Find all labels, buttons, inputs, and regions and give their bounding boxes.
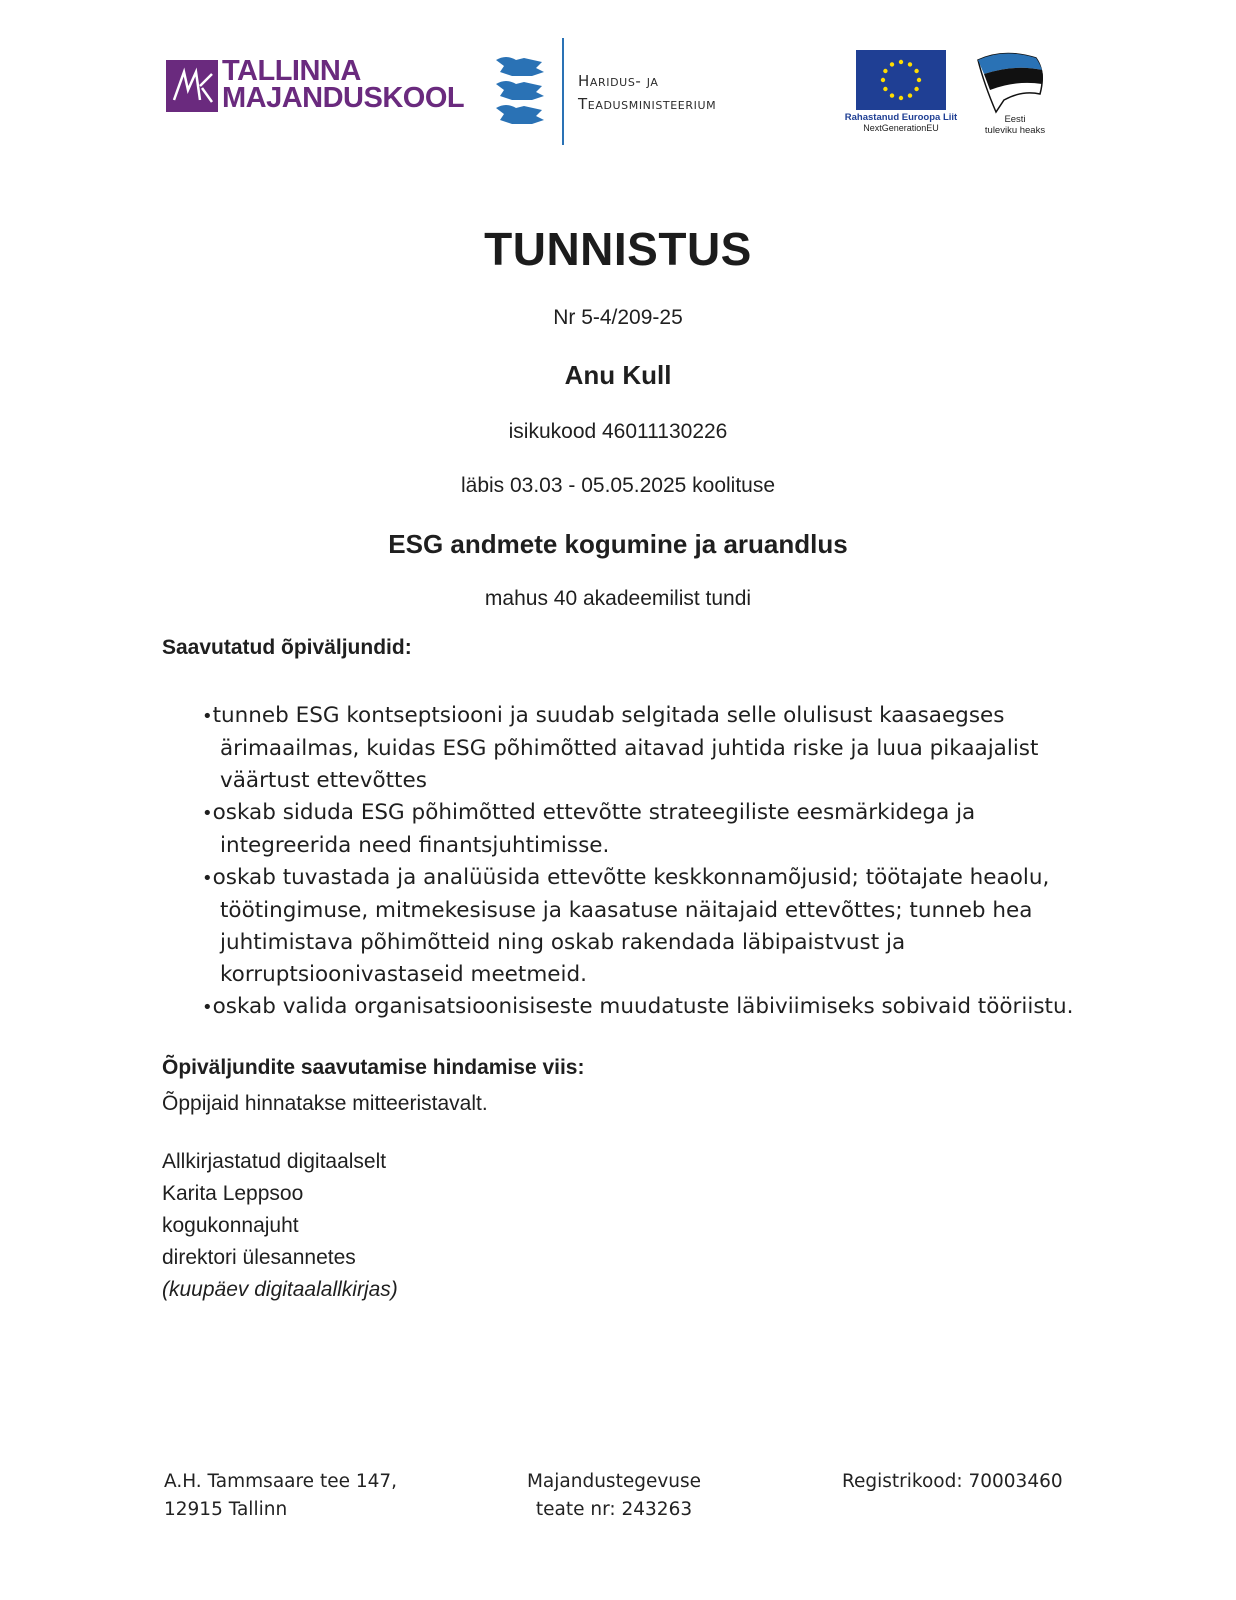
course-volume: mahus 40 akadeemilist tundi	[484, 587, 752, 610]
document-number: Nr 5-4/209-25	[553, 306, 683, 329]
estonia-future-caption	[980, 114, 1050, 136]
header-divider	[562, 38, 564, 145]
school-logo-mark	[166, 60, 218, 112]
footer-license-line2: teate nr: 243263	[535, 1499, 693, 1520]
signer-name: Karita Leppsoo	[162, 1182, 304, 1205]
bullet-icon: •	[202, 706, 213, 727]
signer-role: kogukonnajuht	[162, 1214, 299, 1237]
eu-funding-caption: Rahastanud Euroopa Liit	[844, 112, 958, 123]
school-logo	[166, 55, 466, 116]
signature-block	[162, 1146, 398, 1306]
estonian-flag-icon	[974, 50, 1048, 114]
ee-caption-line1: Eesti	[1004, 114, 1026, 125]
list-item	[194, 797, 1074, 862]
list-item	[194, 991, 1074, 1024]
outcome-text: oskab tuvastada ja analüüsida ettevõtte keskkonnamõjusid; töötajate heaolu, töötingimuse, mitmekesisuse ja kaasatuse näitajaid ettevõttes; tunneb hea juhtimistava põhimõtteid ning oskab rakendada läbipaistvust ja korruptsioonivastaseid meetmeid.	[212, 865, 1050, 987]
signature-line: Allkirjastatud digitaalselt	[162, 1150, 387, 1173]
person-id-code: isikukood 46011130226	[508, 420, 728, 443]
outcome-text: oskab valida organisatsioonisiseste muudatuste läbiviimiseks sobivaid tööriistu.	[212, 994, 1074, 1019]
school-name-line2: MAJANDUSKOOL	[222, 82, 465, 114]
school-name-line1: TALLINNA	[222, 55, 361, 87]
ministry-line1: Haridus- ja	[578, 72, 659, 90]
list-item	[194, 700, 1074, 797]
footer-address-line2: 12915 Tallinn	[164, 1499, 288, 1520]
ministry-name	[578, 70, 716, 116]
bullet-icon: •	[202, 868, 213, 889]
outcome-text: tunneb ESG kontseptsiooni ja suudab selgitada selle olulisust kaasaegses ärimaailmas, kuidas ESG põhimõtted aitavad juhtida riske ja luua pikaajalist väärtust ettevõttes	[212, 703, 1039, 793]
assessment-heading: Õpiväljundite saavutamise hindamise viis:	[162, 1056, 585, 1079]
eu-flag-icon	[856, 50, 946, 110]
footer-registry: Registrikood: 70003460	[842, 1471, 1063, 1492]
outcomes-list	[194, 700, 1074, 1024]
footer-address-line1: A.H. Tammsaare tee 147,	[164, 1471, 398, 1492]
footer-license-line1: Majandustegevuse	[526, 1471, 702, 1492]
list-item	[194, 862, 1074, 991]
document-title: TUNNISTUS	[484, 223, 752, 275]
outcomes-heading: Saavutatud õpiväljundid:	[162, 636, 412, 659]
ministry-line2: Teadusministeerium	[578, 95, 717, 113]
course-name: ESG andmete kogumine ja aruandlus	[388, 529, 848, 559]
bullet-icon: •	[202, 997, 213, 1018]
assessment-text: Õppijaid hinnatakse mitteeristavalt.	[162, 1092, 488, 1115]
eu-program-caption: NextGenerationEU	[863, 123, 939, 133]
outcome-text: oskab siduda ESG põhimõtted ettevõtte strateegiliste eesmärkidega ja integreerida need finantsjuhtimisse.	[212, 800, 976, 858]
footer-license	[514, 1468, 714, 1524]
signer-capacity: direktori ülesannetes	[162, 1246, 356, 1269]
signature-date-note: (kuupäev digitaalallkirjas)	[162, 1278, 398, 1301]
person-name: Anu Kull	[564, 360, 672, 390]
school-logo-text	[222, 55, 465, 114]
footer-address	[164, 1468, 397, 1524]
estonian-coat-of-arms-icon	[492, 54, 548, 130]
ee-caption-line2: tuleviku heaks	[984, 125, 1046, 136]
passed-text: läbis 03.03 - 05.05.2025 koolituse	[460, 474, 776, 497]
bullet-icon: •	[202, 803, 213, 824]
